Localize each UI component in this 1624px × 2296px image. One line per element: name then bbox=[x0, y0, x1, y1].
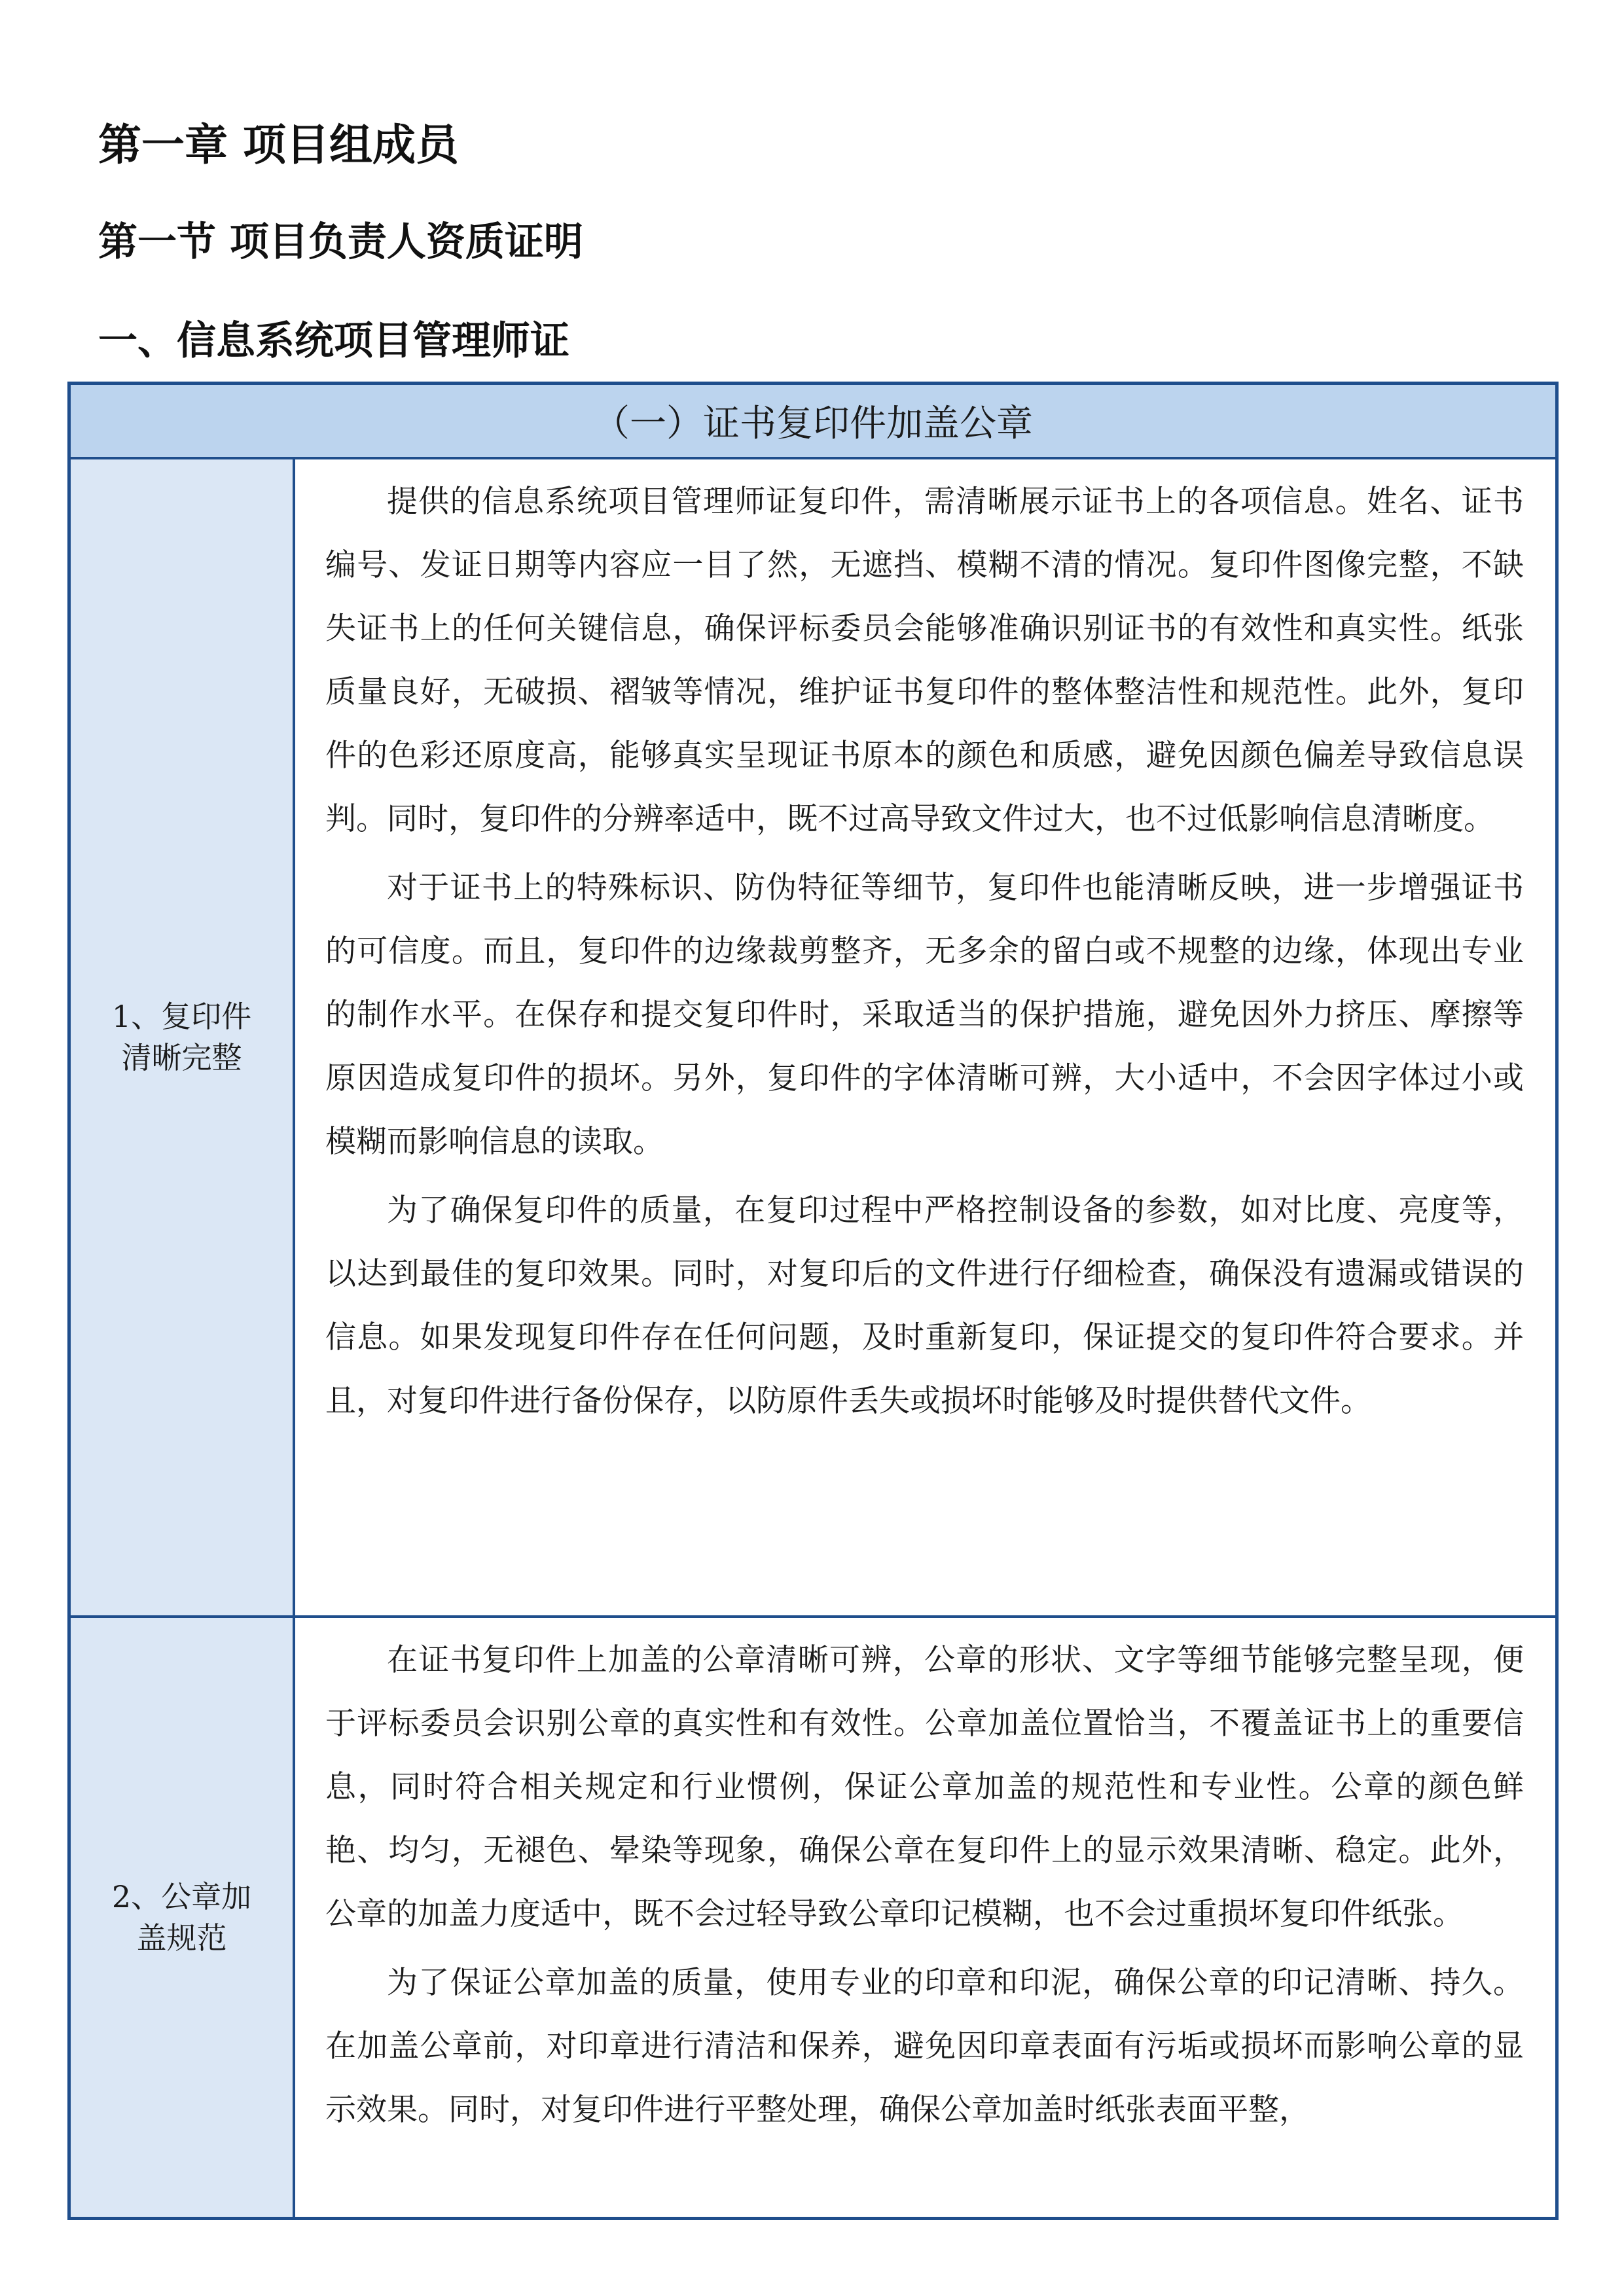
paragraph: 为了确保复印件的质量，在复印过程中严格控制设备的参数，如对比度、亮度等，以达到最佳的复印效果。同时，对复印后的文件进行仔细检查，确保没有遗漏或错误的信息。如果发现复印件存在任何问题，及时重新复印，保证提交的复印件符合要求。并且，对复印件进行备份保存，以防原件丢失或损坏时能够及时提供替代文件。 bbox=[325, 1193, 1524, 1419]
row-content-cell bbox=[295, 1618, 1555, 2217]
row-label-line: 2、公章加 bbox=[111, 1878, 252, 1914]
chapter-title: 第一章 项目组成员 bbox=[98, 120, 459, 170]
section-title: 第一节 项目负责人资质证明 bbox=[98, 219, 583, 265]
table-row bbox=[71, 459, 1555, 1618]
paragraph: 在证书复印件上加盖的公章清晰可辨，公章的形状、文字等细节能够完整呈现，便于评标委员会识别公章的真实性和有效性。公章加盖位置恰当，不覆盖证书上的重要信息，同时符合相关规定和行业惯例，保证公章加盖的规范性和专业性。公章的颜色鲜艳、均匀，无褪色、晕染等现象，确保公章在复印件上的显示效果清晰、稳定。此外，公章的加盖力度适中，既不会过轻导致公章印记模糊，也不会过重损坏复印件纸张。 bbox=[325, 1642, 1524, 1932]
paragraph: 提供的信息系统项目管理师证复印件，需清晰展示证书上的各项信息。姓名、证书编号、发证日期等内容应一目了然，无遮挡、模糊不清的情况。复印件图像完整，不缺失证书上的任何关键信息，确保评标委员会能够准确识别证书的有效性和真实性。纸张质量良好，无破损、褶皱等情况，维护证书复印件的整体整洁性和规范性。此外，复印件的色彩还原度高，能够真实呈现证书原本的颜色和质感，避免因颜色偏差导致信息误判。同时，复印件的分辨率适中，既不过高导致文件过大，也不过低影响信息清晰度。 bbox=[325, 484, 1524, 837]
subsection-title: 一、信息系统项目管理师证 bbox=[98, 318, 569, 364]
table-caption: （一）证书复印件加盖公章 bbox=[71, 385, 1555, 459]
row-label-cell bbox=[71, 1618, 295, 2217]
qualification-table bbox=[67, 382, 1559, 2220]
table-row bbox=[71, 1618, 1555, 2217]
paragraph: 为了保证公章加盖的质量，使用专业的印章和印泥，确保公章的印记清晰、持久。在加盖公章前，对印章进行清洁和保养，避免因印章表面有污垢或损坏而影响公章的显示效果。同时，对复印件进行平整处理，确保公章加盖时纸张表面平整， bbox=[325, 1965, 1524, 2128]
paragraph: 对于证书上的特殊标识、防伪特征等细节，复印件也能清晰反映，进一步增强证书的可信度。而且，复印件的边缘裁剪整齐，无多余的留白或不规整的边缘，体现出专业的制作水平。在保存和提交复印件时，采取适当的保护措施，避免因外力挤压、摩擦等原因造成复印件的损坏。另外，复印件的字体清晰可辨，大小适中，不会因字体过小或模糊而影响信息的读取。 bbox=[325, 870, 1524, 1160]
row-content-cell bbox=[295, 459, 1555, 1615]
row-label-cell bbox=[71, 459, 295, 1615]
row-label-line: 盖规范 bbox=[136, 1920, 227, 1956]
row-label-line: 清晰完整 bbox=[121, 1040, 242, 1075]
row-label-line: 1、复印件 bbox=[111, 999, 252, 1034]
